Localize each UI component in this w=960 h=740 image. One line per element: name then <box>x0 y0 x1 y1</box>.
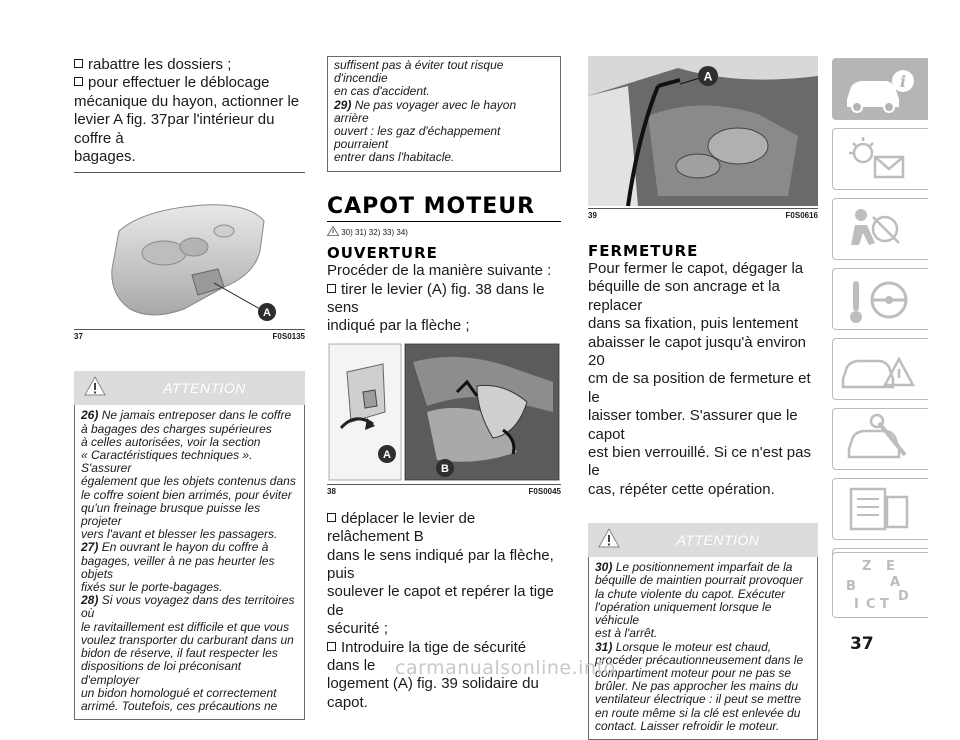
checkbox-square-icon <box>74 77 83 86</box>
figure-38 <box>327 342 561 482</box>
column-3 <box>588 56 818 740</box>
column-1 <box>74 56 305 720</box>
svg-text:A: A <box>890 575 901 590</box>
checkbox-square-icon <box>74 59 83 68</box>
bullet-continuation: mécanique du hayon, actionner le levier A fig. 37par l'intérieur du coffre à bagages. <box>74 92 300 166</box>
emergency-icon <box>833 339 929 401</box>
svg-text:C: C <box>866 597 876 612</box>
hood-prop-rod-illustration <box>588 56 818 206</box>
svg-text:A: A <box>383 448 391 461</box>
tab-warning-lights[interactable] <box>832 128 928 190</box>
figure-caption: 39 F0S0616 <box>588 208 818 220</box>
tab-emergency[interactable] <box>832 338 928 400</box>
figure-39 <box>588 56 818 206</box>
hood-release-illustration <box>327 342 561 482</box>
svg-text:E: E <box>886 559 895 574</box>
warning-title: ATTENTION <box>676 532 760 549</box>
checkbox-square-icon <box>327 284 336 293</box>
heading-rule <box>327 221 561 223</box>
watermark: carmanualsonline.info <box>395 657 616 679</box>
svg-text:T: T <box>880 597 889 612</box>
figure-caption: 38 F0S0045 <box>327 484 561 496</box>
svg-text:A: A <box>703 69 713 84</box>
svg-text:I: I <box>854 597 859 612</box>
warning-title: ATTENTION <box>163 380 246 397</box>
svg-text:i: i <box>899 72 907 91</box>
svg-text:D: D <box>898 589 909 604</box>
bullet-item: pour effectuer le déblocage <box>74 74 305 92</box>
tab-technical-data[interactable] <box>832 478 928 540</box>
checkbox-square-icon <box>327 642 336 651</box>
subsection-heading: FERMETURE <box>588 242 699 260</box>
bullet-continuation: indiqué par la flèche ; <box>327 317 470 335</box>
car-info-icon <box>833 59 929 121</box>
index-letters-icon <box>832 552 928 618</box>
warning-body: 30) Le positionnement imparfait de la béquille de maintien pourrait provoquer la chute violente du capot. Exécuter l'opération uniquement lorsque le véhicule est à l'arrêt. 31) Lorsque le moteur est chaud, procéder précautionneusement dans le compartiment moteur pour ne pas se brûler. Ne pas approcher les mains du ventilateur électrique : il peut se mettre en route même si la clé est enlevée du contact. Laisser refroidir le moteur. <box>588 557 818 740</box>
warning-box <box>74 371 305 720</box>
closing-paragraph: Pour fermer le capot, dégager la béquille de son ancrage et la replacer dans sa fixation, puis lentement abaisser le capot jusqu'à environ 20 cm de sa position de fermeture et le laisser tomber. S'assurer que le capot est bien verrouillé. Si ce n'est pas le cas, répéter cette opération. <box>588 260 811 498</box>
airbag-safety-icon <box>833 199 929 261</box>
warning-continuation: suffisent pas à éviter tout risque d'incendie en cas d'accident. 29) Ne pas voyager avec le hayon arrière ouvert : les gaz d'échappement pourraient entrer dans l'habitacle. <box>327 56 561 172</box>
starting-driving-icon <box>833 269 929 331</box>
page-number: 37 <box>850 634 874 654</box>
tab-maintenance[interactable] <box>832 408 928 470</box>
steps-list: déplacer le levier de relâchement B dans le sens indiqué par la flèche, puis soulever le capot et repérer la tige de sécurité ; Introduire la tige de sécurité dans le logement (A) fig. 39 solidaire du capot. <box>327 510 561 712</box>
technical-data-icon <box>833 479 929 541</box>
bullet-item: déplacer le levier de relâchement B <box>327 509 476 546</box>
bullet-item: Introduire la tige de sécurité dans le <box>327 638 527 674</box>
column-2 <box>327 56 561 712</box>
tab-car-info[interactable] <box>832 58 928 120</box>
intro-text: Procéder de la manière suivante : <box>327 262 552 280</box>
warning-header <box>74 371 305 405</box>
warning-triangle-icon <box>327 226 339 236</box>
figure-37 <box>74 191 305 327</box>
svg-text:B: B <box>846 579 856 594</box>
tab-starting-driving[interactable] <box>832 268 928 330</box>
section-heading: CAPOT MOTEUR <box>327 193 536 219</box>
trunk-lever-illustration <box>74 191 305 327</box>
divider <box>74 172 305 173</box>
maintenance-icon <box>833 409 929 471</box>
tab-safety[interactable] <box>832 198 928 260</box>
bullet-item: tirer le levier (A) fig. 38 dans le sens <box>327 280 545 316</box>
warning-box <box>588 523 818 740</box>
svg-text:A: A <box>263 307 271 320</box>
figure-caption: 37 F0S0135 <box>74 329 305 341</box>
warning-header <box>588 523 818 557</box>
warning-lights-icon <box>833 129 929 191</box>
warning-body: 26) Ne jamais entreposer dans le coffre à bagages des charges supérieures à celles autorisées, voir la section « Caractéristiques techniques ». S'assurer également que les objets contenus dans le coffre soient bien arrimés, pour éviter qu'un freinage brusque puisse les projeter vers l'avant et blesser les passagers. 27) En ouvrant le hayon du coffre à bagages, veiller à ne pas heurter les objets fixés sur le porte-bagages. 28) Si vous voyagez dans des territoires où le ravitaillement est difficile et que vous voulez transporter du carburant dans un bidon de réserve, il faut respecter les dispositions de loi préconisant d'employer un bidon homologué et correctement arrimé. Toutefois, ces précautions ne <box>74 405 305 720</box>
svg-text:B: B <box>441 462 449 475</box>
subsection-heading: OUVERTURE <box>327 244 438 263</box>
svg-text:Z: Z <box>862 559 872 574</box>
warning-refs: 30) 31) 32) 33) 34) <box>327 226 561 238</box>
checkbox-square-icon <box>327 513 336 522</box>
bullet-item: rabattre les dossiers ; <box>74 56 305 74</box>
